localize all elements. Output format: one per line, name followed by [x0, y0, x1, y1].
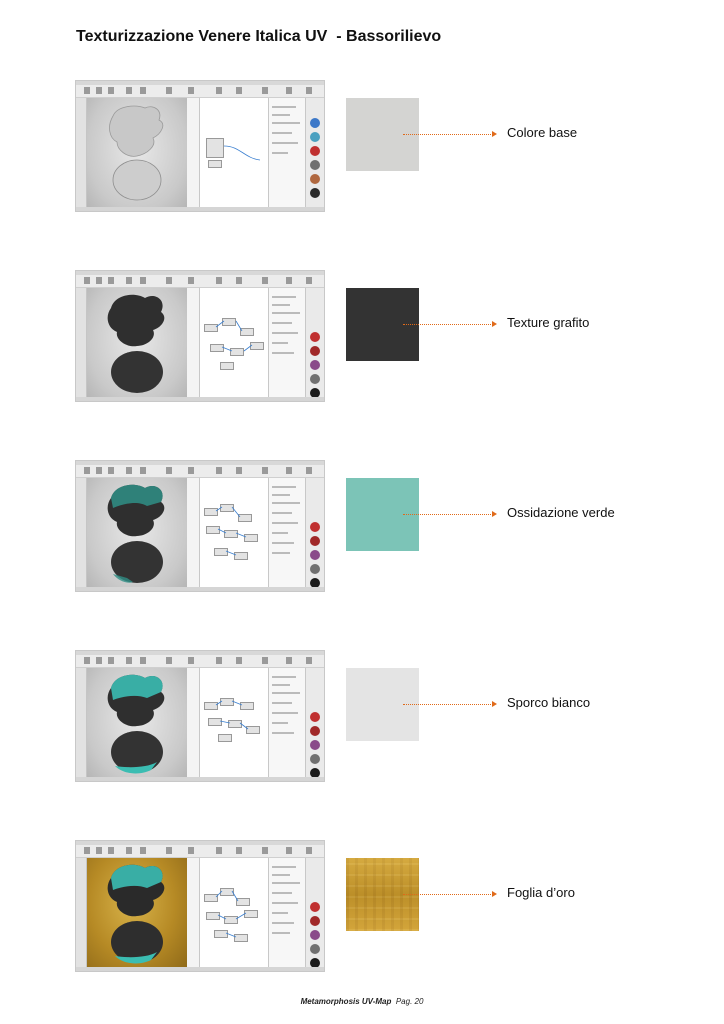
arrow-icon [492, 701, 497, 707]
properties-panel [268, 668, 305, 781]
3d-viewport [87, 858, 187, 971]
connector-line [403, 324, 493, 325]
material-library-panel [305, 668, 325, 781]
toolbar [76, 85, 324, 98]
material-library-panel [305, 98, 325, 211]
toolbar [76, 465, 324, 478]
3d-viewport [87, 668, 187, 781]
texture-step-row [0, 840, 724, 970]
node-graph-panel [199, 478, 268, 591]
texture-step-row [0, 80, 724, 210]
connector-line [403, 514, 493, 515]
node-graph-panel [199, 858, 268, 971]
page-number: Pag. 20 [395, 997, 424, 1006]
properties-panel [268, 98, 305, 211]
step-label: Ossidazione verde [507, 505, 615, 520]
page-footer [0, 997, 724, 1006]
software-screenshot [75, 840, 325, 972]
software-screenshot [75, 270, 325, 402]
arrow-icon [492, 891, 497, 897]
node-graph-panel [199, 288, 268, 401]
3d-viewport [87, 478, 187, 591]
bas-relief-silhouette [87, 98, 187, 211]
software-screenshot [75, 460, 325, 592]
bas-relief-silhouette [87, 478, 187, 591]
connector-line [403, 134, 493, 135]
arrow-icon [492, 321, 497, 327]
step-label: Sporco bianco [507, 695, 591, 710]
connector-line [403, 894, 493, 895]
software-screenshot [75, 650, 325, 782]
material-library-panel [305, 288, 325, 401]
bas-relief-silhouette [87, 288, 187, 401]
node-graph-panel [199, 668, 268, 781]
material-library-panel [305, 478, 325, 591]
connector-line [403, 704, 493, 705]
toolbar [76, 275, 324, 288]
bas-relief-silhouette [87, 858, 187, 971]
material-library-panel [305, 858, 325, 971]
properties-panel [268, 858, 305, 971]
properties-panel [268, 288, 305, 401]
footer-brand: Metamorphosis UV-Map [300, 997, 392, 1006]
arrow-icon [492, 131, 497, 137]
properties-panel [268, 478, 305, 591]
page-title: Texturizzazione Venere Italica UV - Bassorilievo [76, 28, 442, 45]
texture-step-row [0, 270, 724, 400]
arrow-icon [492, 511, 497, 517]
toolbar [76, 655, 324, 668]
node-graph-panel [199, 98, 268, 211]
texture-step-row [0, 460, 724, 590]
3d-viewport [87, 98, 187, 211]
step-label: Foglia d’oro [507, 885, 575, 900]
toolbar [76, 845, 324, 858]
bas-relief-silhouette [87, 668, 187, 781]
step-label: Texture grafito [507, 315, 590, 330]
software-screenshot [75, 80, 325, 212]
texture-step-row [0, 650, 724, 780]
3d-viewport [87, 288, 187, 401]
step-label: Colore base [507, 125, 578, 140]
